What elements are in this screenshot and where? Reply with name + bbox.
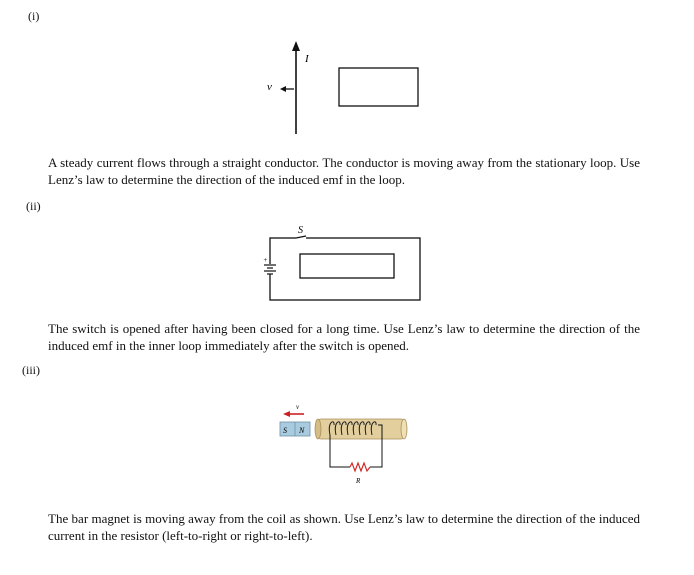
current-arrow-icon: [292, 41, 300, 51]
coil-core: [318, 419, 404, 439]
figure-iii: [0, 395, 694, 505]
velocity-label: v: [267, 81, 272, 93]
velocity-arrow-icon: [280, 86, 286, 92]
inner-loop: [300, 254, 394, 278]
part-iii-text: The bar magnet is moving away from the coil as shown. Use Lenz’s law to determine the direction of the induced current in the resistor (left-to-right or right-to-left).: [48, 511, 640, 543]
part-ii-text: The switch is opened after having been closed for a long time. Use Lenz’s law to determine the direction of the induced emf in the inner loop immediately after the switch is opened.: [48, 321, 640, 353]
coil-end-right: [401, 419, 407, 439]
figure-i: [0, 0, 694, 150]
battery-plus-label: +: [263, 256, 268, 264]
magnet-velocity-arrow-icon: [283, 411, 290, 417]
stationary-loop: [339, 68, 418, 106]
part-iii-label: (iii): [22, 363, 40, 377]
current-label: I: [305, 53, 309, 65]
resistor-label: R: [356, 477, 361, 485]
coil-end-left: [315, 419, 321, 439]
coil-lead-left: [330, 435, 350, 467]
switch-label: S: [298, 225, 303, 236]
resistor: [350, 463, 370, 471]
part-i-label: (i): [28, 9, 40, 23]
magnet-north-label: N: [299, 426, 305, 435]
part-ii-label: (ii): [26, 199, 41, 213]
part-i-text: A steady current flows through a straight conductor. The conductor is moving away from the stationary loop. Use Lenz’s law to determine the direction of the induced emf in the loop.: [48, 155, 640, 187]
magnet-south-label: S: [283, 426, 287, 435]
outer-circuit: [270, 238, 420, 300]
magnet-velocity-label: v: [296, 403, 300, 411]
